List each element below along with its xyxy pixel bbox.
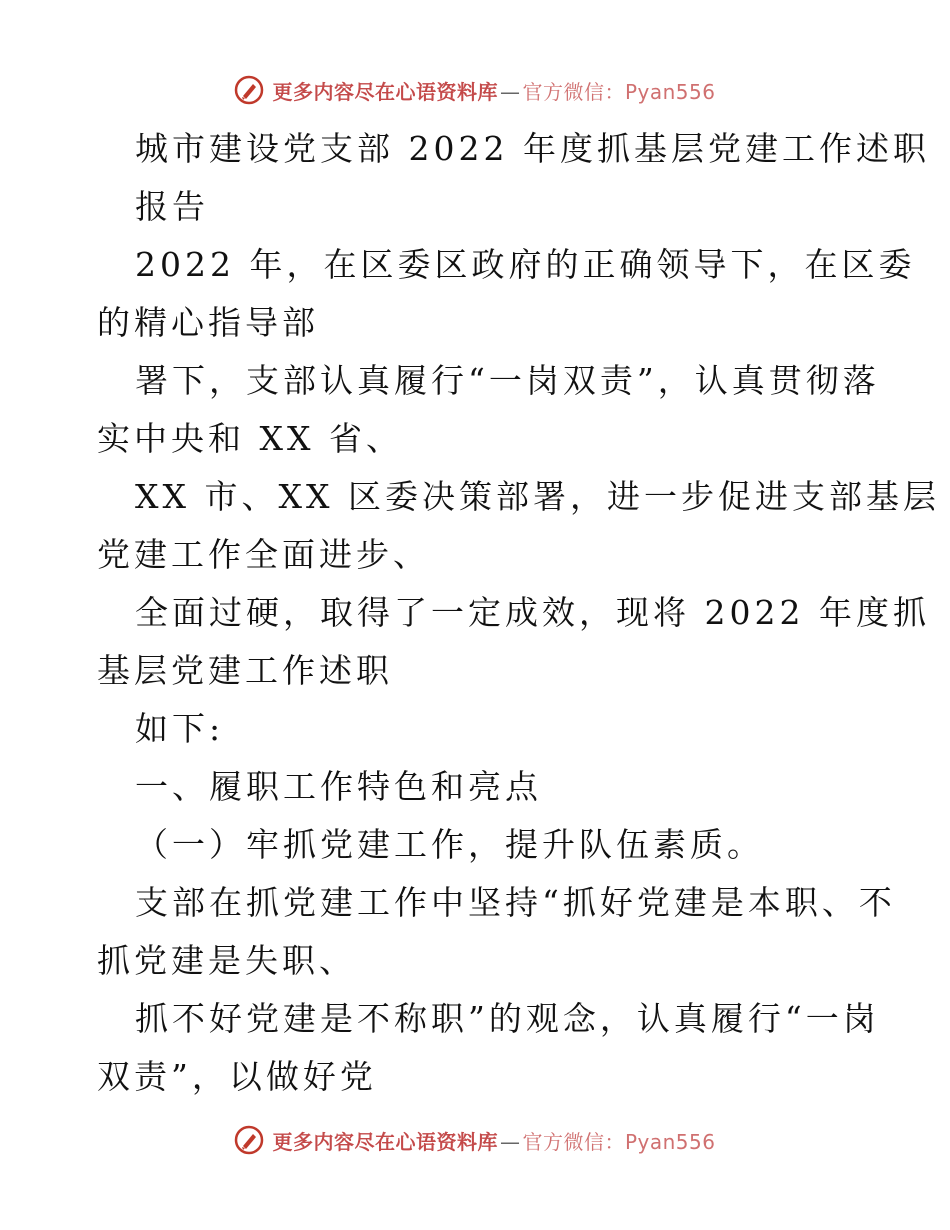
header-banner [0, 70, 950, 110]
paragraph-line: 双责”，以做好党 [97, 1057, 377, 1096]
paragraph-line: 署下，支部认真履行“一岗双责”，认真贯彻落 [135, 361, 880, 400]
paragraph-line: 党建工作全面进步、 [97, 535, 430, 574]
paragraph-line: 支部在抓党建工作中坚持“抓好党建是本职、不 [135, 883, 896, 922]
paragraph-line: XX 市、XX 区委决策部署，进一步促进支部基层 [135, 477, 940, 516]
header-banner-text [272, 76, 715, 105]
footer-banner-text [272, 1126, 715, 1155]
subsection-heading: （一）牢抓党建工作，提升队伍素质。 [135, 825, 764, 864]
paragraph-line: 如下: [135, 709, 225, 748]
pen-logo-icon [234, 75, 264, 105]
footer-contact-text: 官方微信：Pyan556 [522, 1129, 716, 1154]
section-heading: 一、履职工作特色和亮点 [135, 767, 542, 806]
paragraph-line: 的精心指导部 [97, 303, 319, 342]
paragraph-line: 2022 年，在区委区政府的正确领导下，在区委 [135, 245, 916, 284]
paragraph-line: 基层党建工作述职 [97, 651, 393, 690]
footer-banner [0, 1120, 950, 1160]
doc-title-line-1: 城市建设党支部 2022 年度抓基层党建工作述职 [135, 129, 930, 168]
paragraph-line: 抓党建是失职、 [97, 941, 356, 980]
header-brand-text: 更多内容尽在心语资料库 [272, 79, 498, 104]
pen-logo-icon [234, 1125, 264, 1155]
footer-separator: — [499, 1129, 521, 1154]
doc-title-line-2: 报告 [135, 187, 209, 226]
paragraph-line: 实中央和 XX 省、 [97, 419, 403, 458]
footer-brand-text: 更多内容尽在心语资料库 [272, 1129, 498, 1154]
header-separator: — [499, 79, 521, 104]
header-contact-text: 官方微信：Pyan556 [522, 79, 716, 104]
paragraph-line: 全面过硬，取得了一定成效，现将 2022 年度抓 [135, 593, 930, 632]
paragraph-line: 抓不好党建是不称职”的观念，认真履行“一岗 [135, 999, 880, 1038]
